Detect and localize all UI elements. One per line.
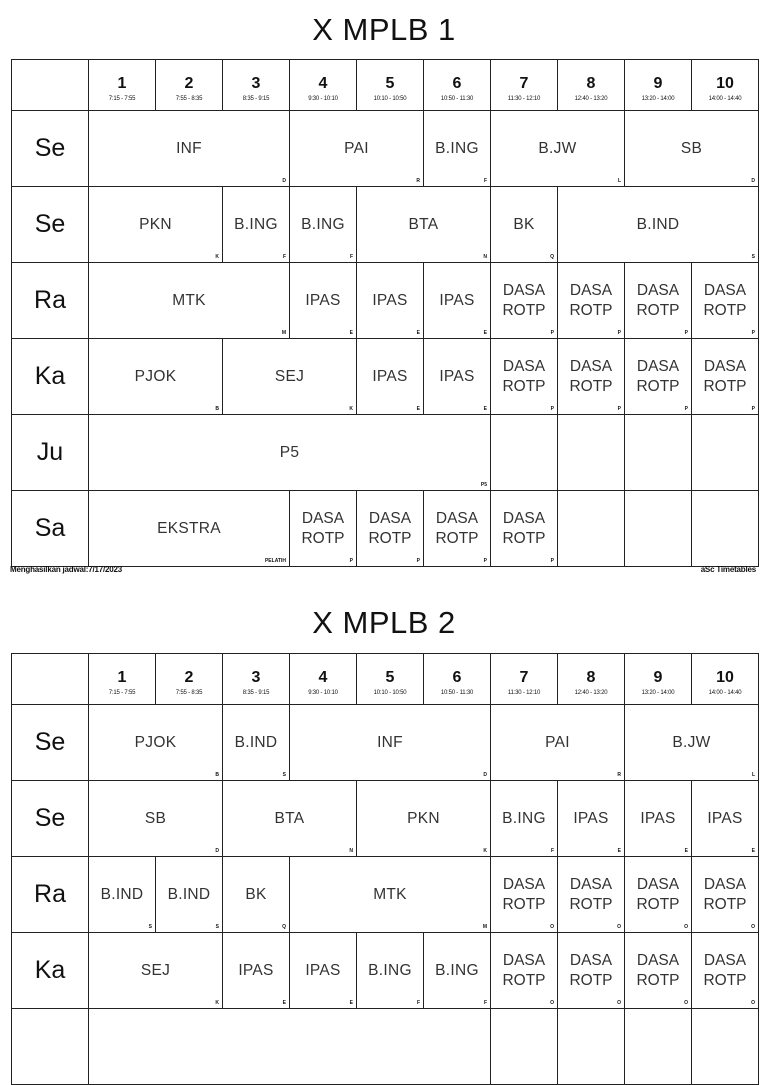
day-label: Ju [12, 415, 89, 491]
subject-label: DASA ROTP [502, 281, 546, 319]
period-header [223, 654, 290, 705]
lesson-cell [625, 705, 759, 781]
lesson-cell [89, 339, 223, 415]
room-code: P [550, 406, 554, 412]
period-header [625, 60, 692, 111]
subject-label: DASA ROTP [569, 875, 613, 913]
period-time: 13:20 - 14:00 [641, 689, 675, 696]
subject-label: IPAS [439, 367, 475, 385]
lesson-cell [558, 857, 625, 933]
lesson-cell [558, 933, 625, 1009]
subject-label: BK [513, 215, 535, 233]
subject-label: DASA ROTP [569, 951, 613, 989]
room-code: O [684, 924, 688, 930]
subject-label: MTK [373, 885, 407, 903]
room-code: P [751, 406, 755, 412]
subject-label: B.ING [435, 961, 479, 979]
subject-label: IPAS [305, 291, 341, 309]
period-header [89, 60, 156, 111]
day-label: Se [12, 111, 89, 187]
room-code: O [550, 1000, 554, 1006]
period-header-row [12, 60, 759, 111]
lesson-cell [223, 933, 290, 1009]
lesson-cell [491, 1009, 558, 1085]
subject-label: DASA ROTP [703, 281, 747, 319]
period-header [89, 654, 156, 705]
room-code: E [282, 1000, 286, 1006]
day-row [12, 111, 759, 187]
subject-label: IPAS [707, 809, 743, 827]
period-time: 10:10 - 10:50 [373, 95, 407, 102]
lesson-cell [692, 263, 759, 339]
subject-label: IPAS [640, 809, 676, 827]
lesson-cell [692, 933, 759, 1009]
subject-label: SEJ [274, 367, 305, 385]
room-code: M [482, 924, 487, 930]
lesson-cell [290, 491, 357, 567]
subject-label: BTA [274, 809, 305, 827]
lesson-cell [625, 781, 692, 857]
subject-label: PAI [344, 139, 369, 157]
room-code: K [215, 1000, 219, 1006]
lesson-cell [692, 781, 759, 857]
subject-label: BK [245, 885, 267, 903]
period-number: 6 [452, 74, 462, 92]
subject-label: DASA ROTP [703, 875, 747, 913]
day-row [12, 1009, 759, 1085]
subject-label: DASA ROTP [636, 875, 680, 913]
subject-label: SB [144, 809, 167, 827]
room-code: E [416, 330, 420, 336]
subject-label: DASA ROTP [636, 357, 680, 395]
lesson-cell [491, 491, 558, 567]
period-time: 9:30 - 10:10 [308, 689, 338, 696]
day-label: Ka [12, 933, 89, 1009]
room-code: L [751, 772, 755, 778]
subject-label: DASA ROTP [703, 951, 747, 989]
subject-label: INF [377, 733, 403, 751]
lesson-cell [625, 339, 692, 415]
room-code: M [281, 330, 286, 336]
lesson-cell [625, 491, 692, 567]
room-code: P [483, 558, 487, 564]
period-number: 2 [184, 74, 194, 92]
lesson-cell [625, 263, 692, 339]
subject-label: DASA ROTP [301, 509, 345, 547]
period-time: 12:40 - 13:20 [574, 95, 608, 102]
room-code: D [282, 178, 286, 184]
day-label: Ra [12, 263, 89, 339]
period-number: 5 [385, 74, 395, 92]
period-number: 7 [519, 74, 529, 92]
subject-label: PKN [407, 809, 440, 827]
period-number: 10 [716, 668, 734, 686]
room-code: P [617, 330, 621, 336]
lesson-cell [558, 263, 625, 339]
period-time: 7:55 - 8:35 [175, 95, 203, 102]
room-code: N [349, 848, 353, 854]
subject-label: IPAS [238, 961, 274, 979]
lesson-cell [424, 933, 491, 1009]
corner-cell [12, 654, 89, 705]
lesson-cell [89, 491, 290, 567]
lesson-cell [89, 111, 290, 187]
subject-label: DASA ROTP [569, 357, 613, 395]
subject-label: PKN [139, 215, 172, 233]
room-code: P [416, 558, 420, 564]
period-header [156, 60, 223, 111]
room-code: O [550, 924, 554, 930]
lesson-cell [89, 781, 223, 857]
period-number: 1 [117, 74, 127, 92]
room-code: P [684, 406, 688, 412]
room-code: O [751, 924, 755, 930]
timetable-title: X MPLB 2 [312, 605, 456, 640]
lesson-cell [625, 111, 759, 187]
period-number: 3 [251, 668, 261, 686]
lesson-cell [357, 491, 424, 567]
subject-label: B.IND [234, 733, 278, 751]
subject-label: PAI [545, 733, 570, 751]
lesson-cell [357, 933, 424, 1009]
room-code: E [751, 848, 755, 854]
period-time: 10:50 - 11:30 [440, 689, 474, 696]
room-code: S [148, 924, 152, 930]
period-number: 1 [117, 668, 127, 686]
room-code: P5 [480, 482, 487, 488]
lesson-cell [290, 187, 357, 263]
subject-label: B.IND [636, 215, 680, 233]
day-row [12, 857, 759, 933]
corner-cell [12, 60, 89, 111]
room-code: O [617, 1000, 621, 1006]
lesson-cell [625, 415, 692, 491]
lesson-cell [491, 111, 625, 187]
period-header [424, 60, 491, 111]
lesson-cell [491, 263, 558, 339]
subject-label: PJOK [134, 733, 177, 751]
subject-label: INF [176, 139, 202, 157]
period-header [357, 654, 424, 705]
lesson-cell [491, 933, 558, 1009]
period-header [558, 654, 625, 705]
period-time: 7:15 - 7:55 [108, 95, 136, 102]
lesson-cell [491, 781, 558, 857]
lesson-cell [357, 339, 424, 415]
subject-label: B.ING [435, 139, 479, 157]
period-number: 4 [318, 74, 328, 92]
room-code: F [349, 254, 353, 260]
room-code: S [282, 772, 286, 778]
lesson-cell [290, 933, 357, 1009]
room-code: D [751, 178, 755, 184]
period-time: 7:15 - 7:55 [108, 689, 136, 696]
subject-label: DASA ROTP [368, 509, 412, 547]
room-code: Q [550, 254, 554, 260]
room-code: O [684, 1000, 688, 1006]
day-row [12, 415, 759, 491]
period-number: 6 [452, 668, 462, 686]
room-code: K [483, 848, 487, 854]
room-code: N [483, 254, 487, 260]
lesson-cell [558, 1009, 625, 1085]
room-code: D [215, 848, 219, 854]
room-code: B [215, 406, 219, 412]
period-header [357, 60, 424, 111]
room-code: E [617, 848, 621, 854]
period-number: 8 [586, 668, 596, 686]
period-time: 11:30 - 12:10 [507, 689, 541, 696]
room-code: E [349, 1000, 353, 1006]
lesson-cell [89, 857, 156, 933]
room-code: O [617, 924, 621, 930]
day-label: Sa [12, 491, 89, 567]
period-number: 7 [519, 668, 529, 686]
period-time: 8:35 - 9:15 [242, 95, 270, 102]
room-code: O [751, 1000, 755, 1006]
room-code: F [416, 1000, 420, 1006]
room-code: E [416, 406, 420, 412]
period-number: 5 [385, 668, 395, 686]
room-code: E [483, 330, 487, 336]
subject-label: DASA ROTP [502, 357, 546, 395]
day-row [12, 263, 759, 339]
subject-label: BTA [408, 215, 439, 233]
lesson-cell [89, 263, 290, 339]
period-time: 10:10 - 10:50 [373, 689, 407, 696]
room-code: B [215, 772, 219, 778]
lesson-cell [558, 491, 625, 567]
subject-label: B.ING [368, 961, 412, 979]
lesson-cell [424, 491, 491, 567]
period-header [290, 654, 357, 705]
period-header [290, 60, 357, 111]
lesson-cell [558, 339, 625, 415]
subject-label: PJOK [134, 367, 177, 385]
period-time: 12:40 - 13:20 [574, 689, 608, 696]
period-header [625, 654, 692, 705]
lesson-cell [89, 933, 223, 1009]
day-row [12, 705, 759, 781]
subject-label: DASA ROTP [502, 951, 546, 989]
subject-label: B.IND [100, 885, 144, 903]
period-header [692, 654, 759, 705]
room-code: D [483, 772, 487, 778]
lesson-cell [692, 339, 759, 415]
room-code: P [751, 330, 755, 336]
period-number: 4 [318, 668, 328, 686]
subject-label: B.JW [672, 733, 711, 751]
day-row [12, 933, 759, 1009]
period-time: 14:00 - 14:40 [708, 689, 742, 696]
day-row [12, 491, 759, 567]
day-label: Ka [12, 339, 89, 415]
period-time: 8:35 - 9:15 [242, 689, 270, 696]
subject-label: B.ING [234, 215, 278, 233]
period-time: 7:55 - 8:35 [175, 689, 203, 696]
lesson-cell [491, 415, 558, 491]
room-code: R [617, 772, 621, 778]
room-code: E [684, 848, 688, 854]
lesson-cell [223, 705, 290, 781]
lesson-cell [491, 705, 625, 781]
lesson-cell [491, 339, 558, 415]
subject-label: DASA ROTP [569, 281, 613, 319]
period-number: 10 [716, 74, 734, 92]
period-time: 14:00 - 14:40 [708, 95, 742, 102]
lesson-cell [692, 857, 759, 933]
timetable-title: X MPLB 1 [312, 12, 456, 47]
period-number: 9 [653, 74, 663, 92]
lesson-cell [357, 263, 424, 339]
footer-generated-date: Menghasilkan jadwal:7/17/2023 [10, 565, 123, 574]
subject-label: IPAS [439, 291, 475, 309]
subject-label: B.ING [502, 809, 546, 827]
subject-label: IPAS [305, 961, 341, 979]
subject-label: EKSTRA [157, 519, 221, 537]
room-code: P [617, 406, 621, 412]
subject-label: DASA ROTP [703, 357, 747, 395]
room-code: F [550, 848, 554, 854]
lesson-cell [625, 933, 692, 1009]
period-header [558, 60, 625, 111]
lesson-cell [357, 187, 491, 263]
lesson-cell [89, 705, 223, 781]
room-code: F [483, 1000, 487, 1006]
period-number: 3 [251, 74, 261, 92]
subject-label: DASA ROTP [502, 509, 546, 547]
period-header [491, 60, 558, 111]
period-number: 2 [184, 668, 194, 686]
day-row [12, 187, 759, 263]
lesson-cell [692, 491, 759, 567]
subject-label: MTK [172, 291, 206, 309]
room-code: P [550, 330, 554, 336]
lesson-cell [223, 781, 357, 857]
timetable-grid [11, 653, 759, 1085]
day-row [12, 781, 759, 857]
room-code: K [349, 406, 353, 412]
subject-label: SB [680, 139, 703, 157]
room-code: S [751, 254, 755, 260]
subject-label: SEJ [140, 961, 171, 979]
period-header [424, 654, 491, 705]
period-time: 9:30 - 10:10 [308, 95, 338, 102]
subject-label: IPAS [573, 809, 609, 827]
lesson-cell [424, 111, 491, 187]
lesson-cell [558, 187, 759, 263]
lesson-cell [424, 339, 491, 415]
day-row [12, 339, 759, 415]
subject-label: B.IND [167, 885, 211, 903]
period-time: 11:30 - 12:10 [507, 95, 541, 102]
room-code: P [349, 558, 353, 564]
room-code: E [349, 330, 353, 336]
period-header [491, 654, 558, 705]
subject-label: IPAS [372, 367, 408, 385]
room-code: R [416, 178, 420, 184]
lesson-cell [290, 263, 357, 339]
lesson-cell [558, 415, 625, 491]
room-code: L [617, 178, 621, 184]
lesson-cell [625, 1009, 692, 1085]
subject-label: B.JW [538, 139, 577, 157]
subject-label: B.ING [301, 215, 345, 233]
lesson-cell [558, 781, 625, 857]
subject-label: P5 [279, 443, 300, 461]
lesson-cell [424, 263, 491, 339]
room-code: S [215, 924, 219, 930]
day-label: Se [12, 187, 89, 263]
lesson-cell [223, 339, 357, 415]
room-code: P [684, 330, 688, 336]
period-time: 13:20 - 14:00 [641, 95, 675, 102]
period-time: 10:50 - 11:30 [440, 95, 474, 102]
subject-label: DASA ROTP [435, 509, 479, 547]
lesson-cell [89, 187, 223, 263]
room-code: Q [282, 924, 286, 930]
lesson-cell [223, 187, 290, 263]
lesson-cell [89, 415, 491, 491]
lesson-cell [290, 857, 491, 933]
period-header [156, 654, 223, 705]
room-code: K [215, 254, 219, 260]
lesson-cell [692, 415, 759, 491]
room-code: PELATIH [264, 558, 286, 564]
lesson-cell [491, 857, 558, 933]
lesson-cell [357, 781, 491, 857]
room-code: F [483, 178, 487, 184]
day-label: Ra [12, 857, 89, 933]
subject-label: DASA ROTP [636, 281, 680, 319]
lesson-cell [290, 111, 424, 187]
day-label: Se [12, 781, 89, 857]
timetable-grid [11, 59, 759, 567]
lesson-cell [89, 1009, 491, 1085]
lesson-cell [223, 857, 290, 933]
room-code: P [550, 558, 554, 564]
subject-label: DASA ROTP [636, 951, 680, 989]
room-code: E [483, 406, 487, 412]
lesson-cell [625, 857, 692, 933]
day-label [12, 1009, 89, 1085]
lesson-cell [491, 187, 558, 263]
lesson-cell [692, 1009, 759, 1085]
period-number: 8 [586, 74, 596, 92]
period-header [223, 60, 290, 111]
period-header [692, 60, 759, 111]
footer-software-credit: aSc Timetables [700, 565, 756, 574]
period-header-row [12, 654, 759, 705]
subject-label: DASA ROTP [502, 875, 546, 913]
subject-label: IPAS [372, 291, 408, 309]
lesson-cell [156, 857, 223, 933]
period-number: 9 [653, 668, 663, 686]
room-code: F [282, 254, 286, 260]
lesson-cell [290, 705, 491, 781]
day-label: Se [12, 705, 89, 781]
